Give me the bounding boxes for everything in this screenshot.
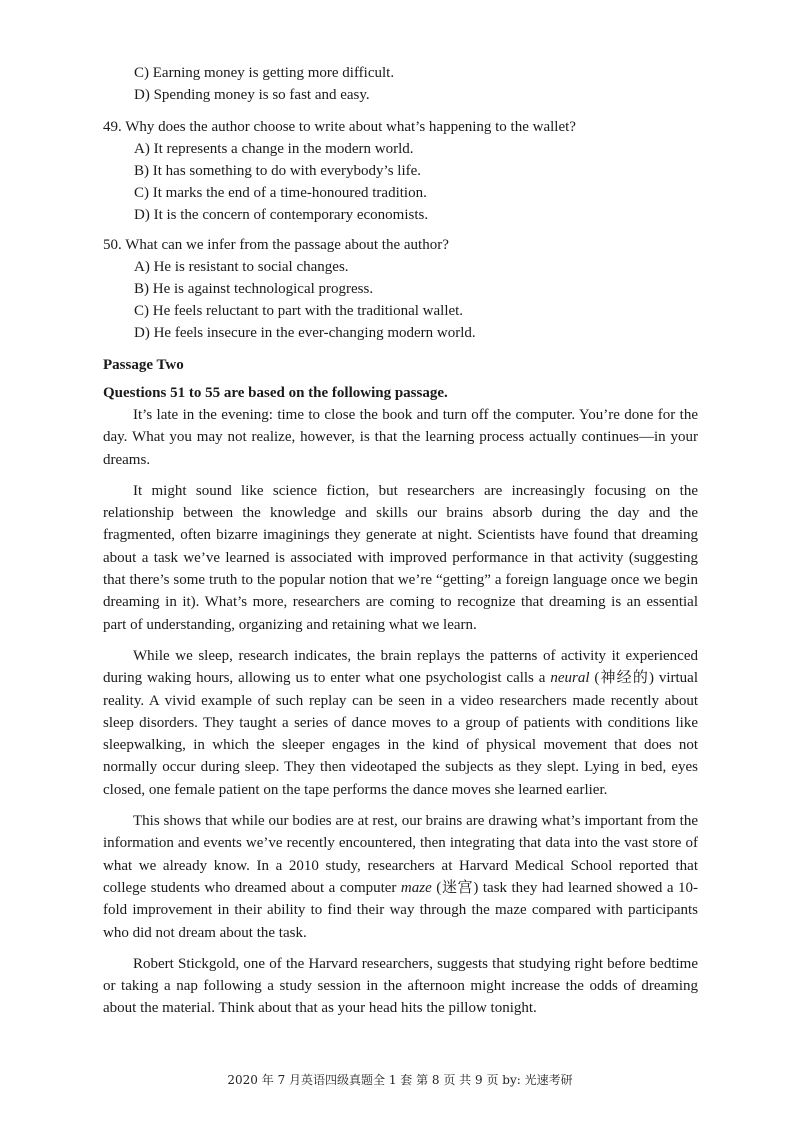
option-50-b: B) He is against technological progress.	[134, 281, 374, 297]
paragraph-text: (迷宫) task they had learned showed a 10-fold improvement in their ability to find their way through the maze compared with participants who did not dream about the task.	[103, 879, 698, 941]
question-text: What can we infer from the passage about the author?	[125, 237, 449, 253]
option-49-d: D) It is the concern of contemporary economists.	[134, 207, 429, 223]
option-49-b: B) It has something to do with everybody’s life.	[134, 163, 422, 179]
italic-term-neural: neural	[550, 670, 590, 687]
passage-title: Passage Two	[103, 357, 184, 373]
paragraph-text: (神经的) virtual reality. A vivid example of such replay can be seen in a video researchers made recently about sleep disorders. They taught a series of dance moves to a group of patients with conditions like sleepwalking, in which the sleeper engages in the kind of physical movement that does not normally occur during sleep. They then videotaped the subjects as they slept. Lying in bed, eyes closed, one female patient on the tape performs the dance moves she learned earlier.	[103, 670, 698, 798]
passage-paragraph-3	[103, 645, 698, 801]
passage-paragraph-2: It might sound like science fiction, but researchers are increasingly focusing on the relationship between the knowledge and skills our brains absorb during the day and the fragmented, often bizarre imaginings they generate at night. Scientists have found that dreaming about a task we’ve learned is associated with improved performance in that activity (suggesting that there’s some truth to the popular notion that we’re “getting” a foreign language once we begin dreaming in it). What’s more, researchers are coming to recognize that dreaming is an essential part of understanding, organizing and retaining what we learn.	[103, 482, 698, 633]
option-49-c: C) It marks the end of a time-honoured tradition.	[134, 185, 427, 201]
question-text: Why does the author choose to write about what’s happening to the wallet?	[125, 119, 576, 135]
question-number: 49.	[103, 119, 122, 135]
question-49	[103, 116, 698, 226]
document-page	[103, 62, 698, 1029]
question-50	[103, 234, 698, 344]
passage-instruction: Questions 51 to 55 are based on the following passage.	[103, 385, 448, 401]
page-footer: 2020 年 7 月英语四级真题全 1 套 第 8 页 共 9 页 by: 光速考研	[227, 1073, 573, 1087]
question-49-stem	[103, 116, 698, 138]
passage-paragraph-1: It’s late in the evening: time to close the book and turn off the computer. You’re done for the day. What you may not realize, however, is that the learning process actually continues—in your dreams.	[103, 407, 698, 468]
paragraph-text: This shows that while our bodies are at rest, our brains are drawing what’s important from the information and events we’ve recently encountered, then integrating that data into the vast store of what we already know. In a 2010 study, researchers at Harvard Medical School reported that college students who dreamed about a computer	[103, 813, 698, 896]
option-48-d: D) Spending money is so fast and easy.	[134, 87, 370, 103]
italic-term-maze: maze	[400, 879, 432, 896]
question-48-options-continued	[103, 62, 698, 106]
option-50-d: D) He feels insecure in the ever-changing modern world.	[134, 325, 476, 341]
paragraph-text: While we sleep, research indicates, the brain replays the patterns of activity it experienced during waking hours, allowing us to enter what one psychologist calls a	[103, 647, 698, 687]
question-number: 50.	[103, 237, 122, 253]
option-50-a: A) He is resistant to social changes.	[134, 259, 349, 275]
option-48-c: C) Earning money is getting more difficult.	[134, 65, 395, 81]
option-49-a: A) It represents a change in the modern world.	[134, 141, 414, 157]
passage-paragraph-5: Robert Stickgold, one of the Harvard researchers, suggests that studying right before bedtime or taking a nap following a study session in the afternoon might increase the odds of dreaming about the material. Think about that as your head hits the pillow tonight.	[103, 955, 698, 1017]
option-50-c: C) He feels reluctant to part with the traditional wallet.	[134, 303, 464, 319]
passage-paragraph-4	[103, 810, 698, 944]
question-50-stem	[103, 234, 698, 256]
